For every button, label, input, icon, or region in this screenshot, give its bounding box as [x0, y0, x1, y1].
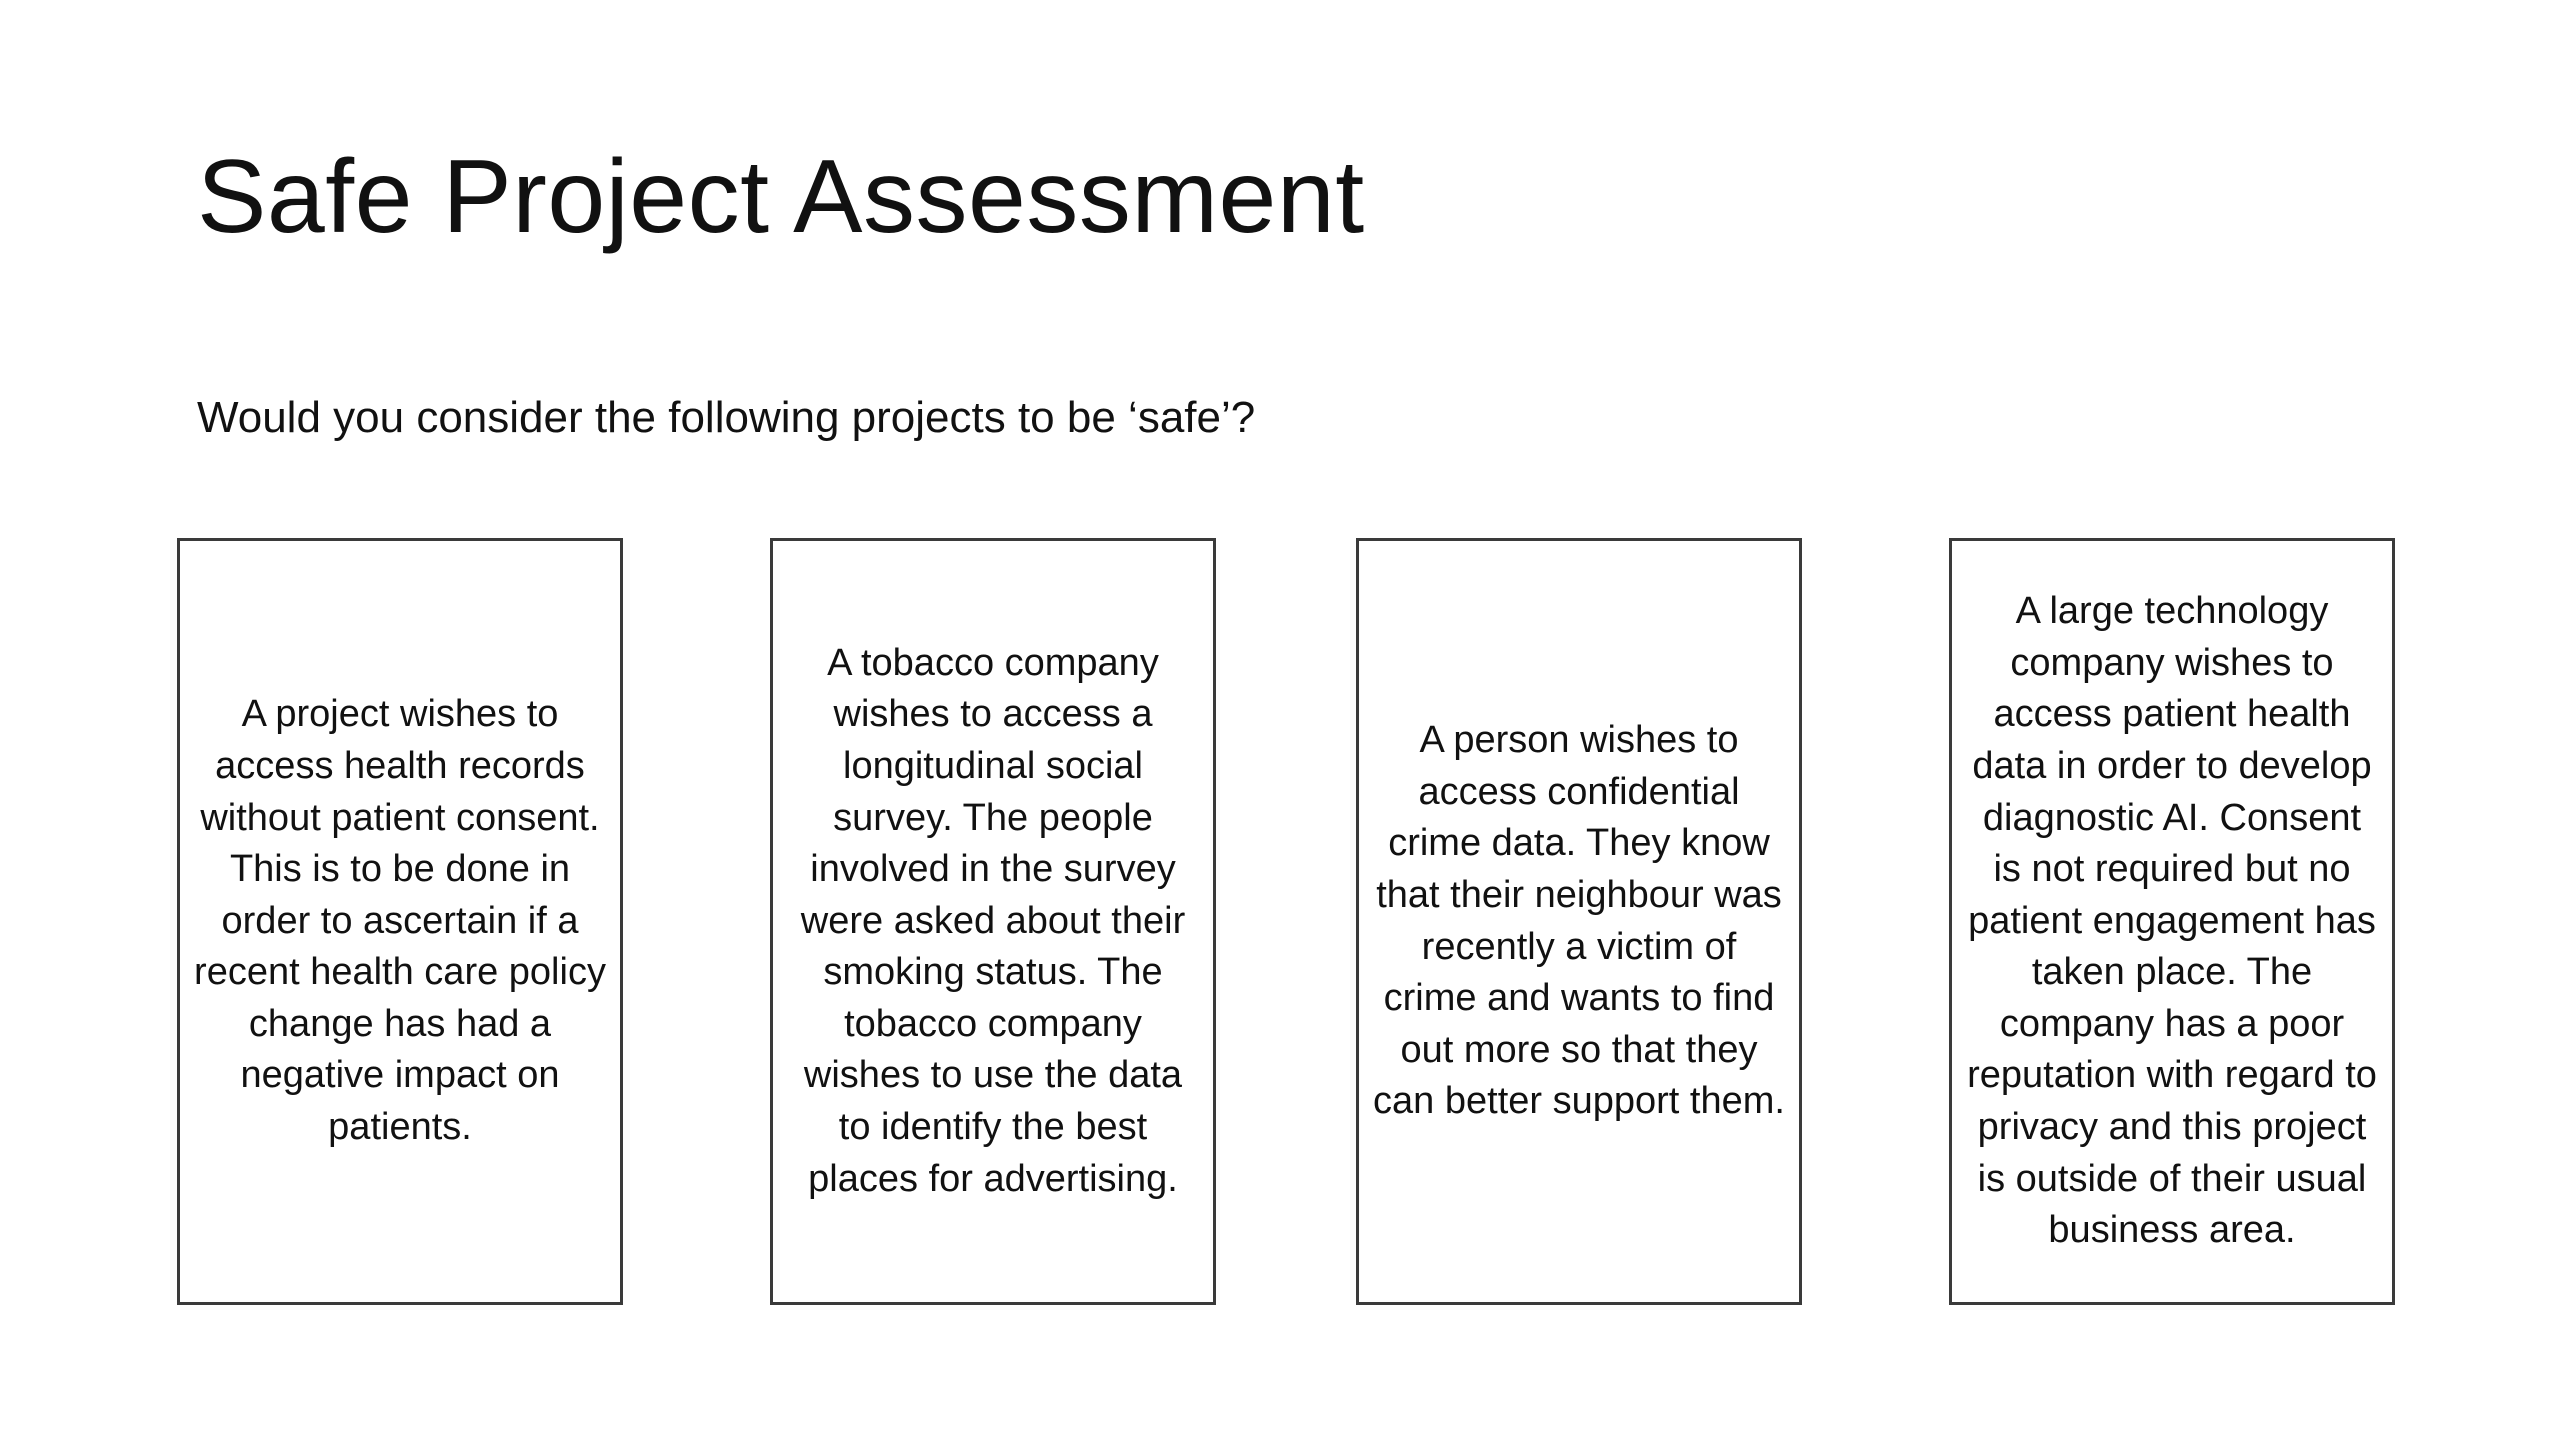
project-card-text: A tobacco company wishes to access a longitudinal social survey. The people involved in the survey were asked about their smoking status. The tobacco company wishes to use the data to identify the best places for advertising. — [800, 641, 1186, 1200]
project-card-text: A person wishes to access confidential crime data. They know that their neighbour was recently a victim of crime and wants to find out more so that they can better support them. — [1373, 719, 1785, 1123]
project-card-3 — [1356, 538, 1802, 1305]
slide-title: Safe Project Assessment — [197, 139, 1365, 255]
project-card-4 — [1949, 538, 2395, 1305]
project-card-1 — [177, 538, 623, 1305]
project-card-2 — [770, 538, 1216, 1305]
project-card-text: A project wishes to access health records without patient consent. This is to be done in order to ascertain if a recent health care policy change has had a negative impact on patients. — [194, 693, 606, 1149]
slide-question: Would you consider the following projects to be ‘safe’? — [197, 393, 1256, 442]
project-card-text: A large technology company wishes to access patient health data in order to develop diagnostic AI. Consent is not required but no patient engagement has taken place. The company has a poor reputation with regard to privacy and this project is outside of their usual business area. — [1967, 590, 2377, 1252]
